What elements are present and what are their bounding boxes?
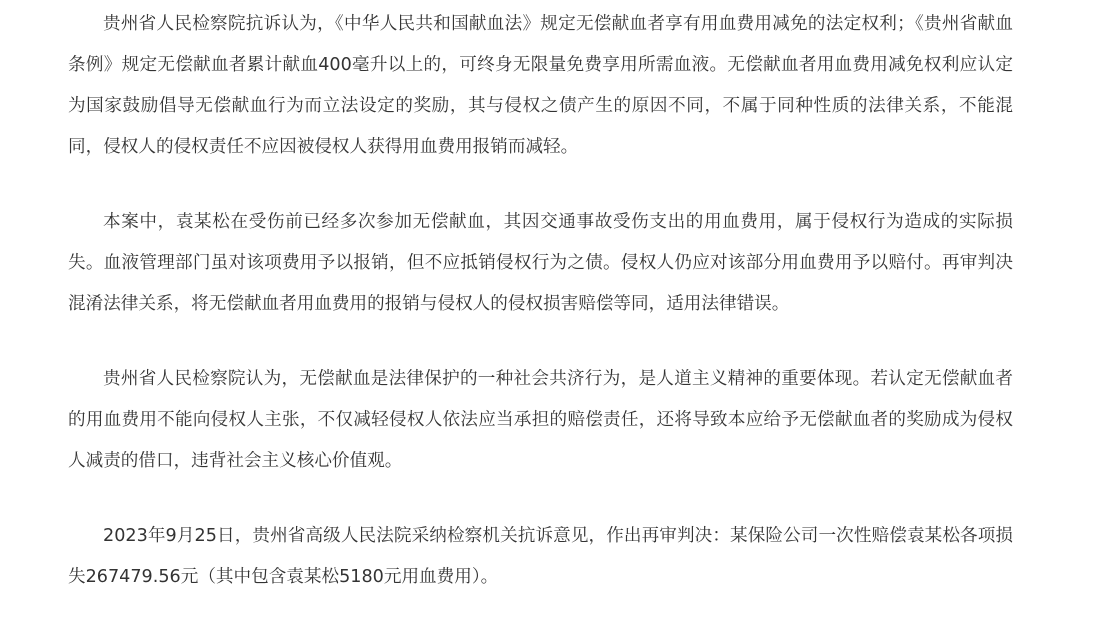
article-body (68, 4, 1013, 598)
paragraph-social-value: 贵州省人民检察院认为，无偿献血是法律保护的一种社会共济行为，是人道主义精神的重要体现。若认定无偿献血者的用血费用不能向侵权人主张，不仅减轻侵权人依法应当承担的赔偿责任，还将导致本应给予无偿献血者的奖励成为侵权人减责的借口，违背社会主义核心价值观。 (68, 369, 1013, 471)
paragraph-retrial-judgment: 2023年9月25日，贵州省高级人民法院采纳检察机关抗诉意见，作出再审判决：某保险公司一次性赔偿袁某松各项损失267479.56元（其中包含袁某松5180元用血费用）。 (68, 526, 1013, 587)
paragraph-prosecutor-argument: 贵州省人民检察院抗诉认为，《中华人民共和国献血法》规定无偿献血者享有用血费用减免的法定权利；《贵州省献血条例》规定无偿献血者累计献血400毫升以上的，可终身无限量免费享用所需血液。无偿献血者用血费用减免权利应认定为国家鼓励倡导无偿献血行为而立法设定的奖励，其与侵权之债产生的原因不同，不属于同种性质的法律关系，不能混同，侵权人的侵权责任不应因被侵权人获得用血费用报销而减轻。 (68, 14, 1013, 157)
paragraph-case-facts: 本案中，袁某松在受伤前已经多次参加无偿献血，其因交通事故受伤支出的用血费用，属于侵权行为造成的实际损失。血液管理部门虽对该项费用予以报销，但不应抵销侵权行为之债。侵权人仍应对该部分用血费用予以赔付。再审判决混淆法律关系，将无偿献血者用血费用的报销与侵权人的侵权损害赔偿等同，适用法律错误。 (68, 212, 1013, 314)
